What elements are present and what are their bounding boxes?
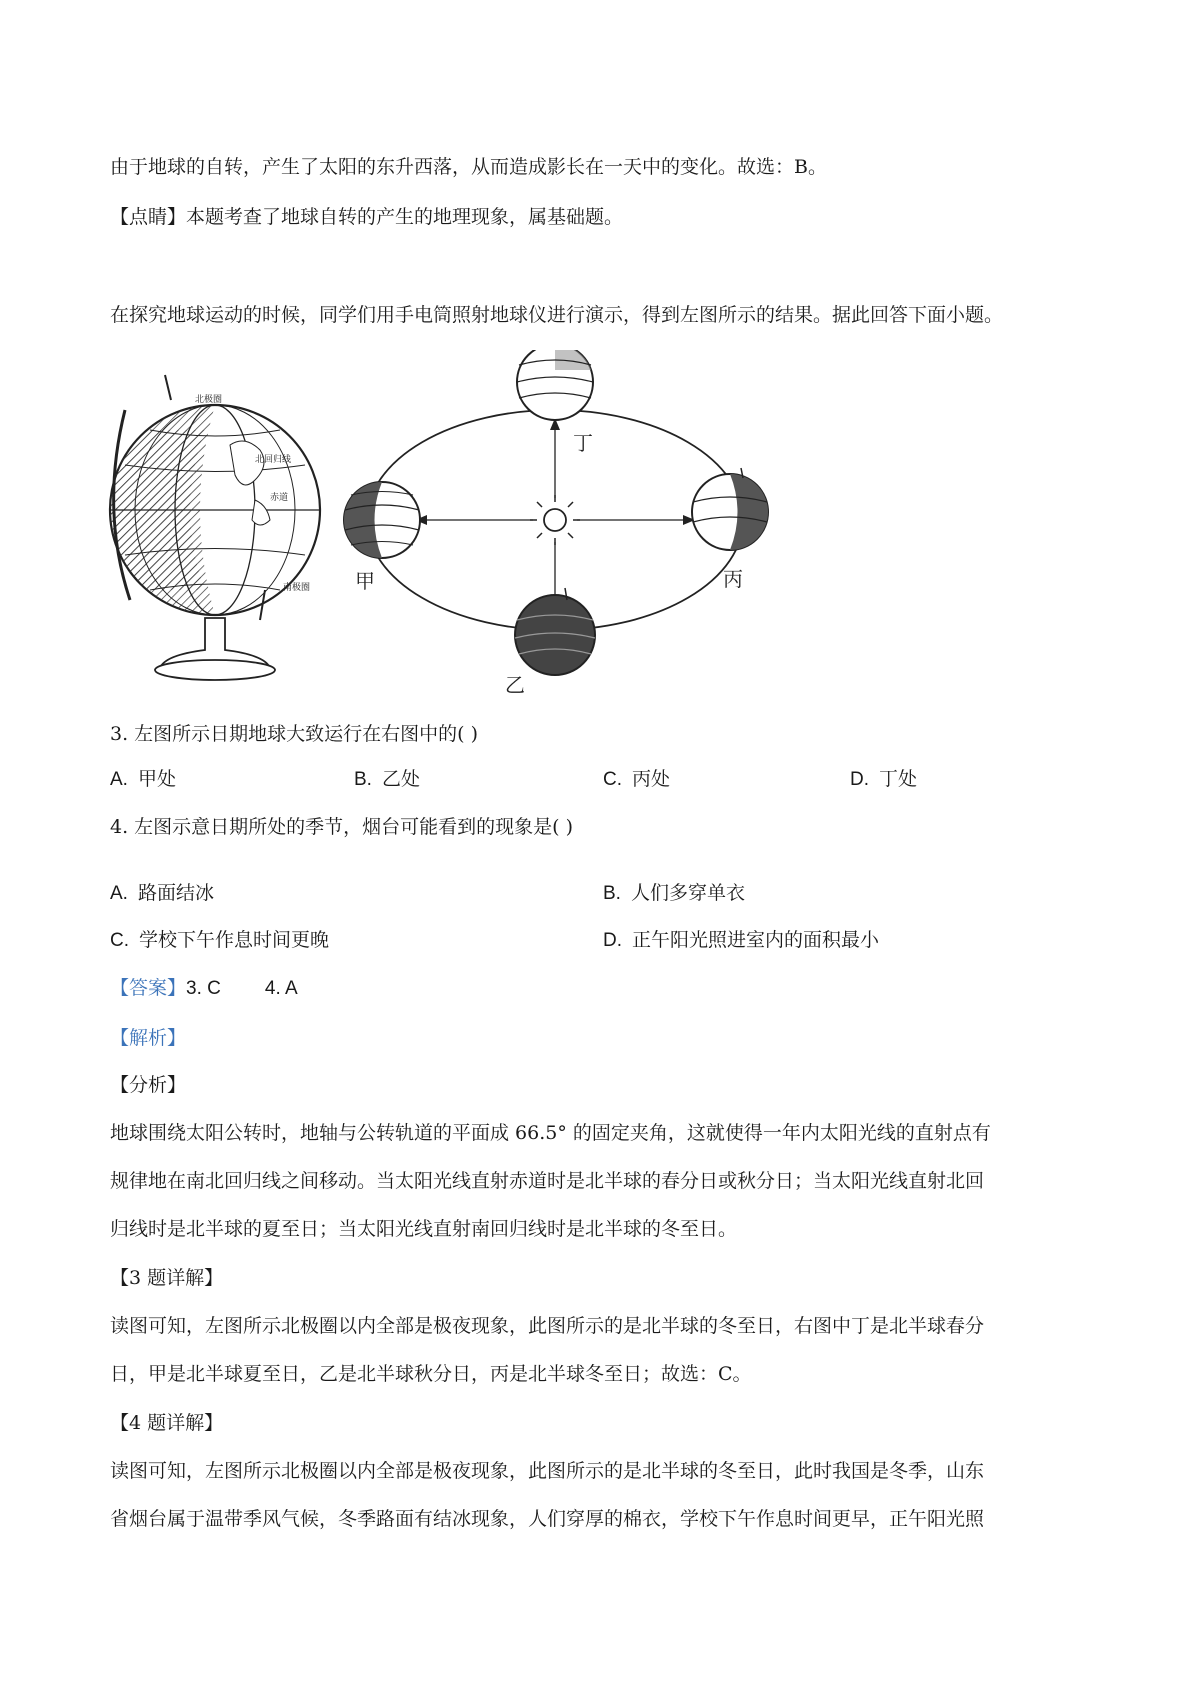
- detail4-label: 【4 题详解】: [110, 1412, 224, 1434]
- dianjing-line: 【点睛】本题考查了地球自转的产生的地理现象，属基础题。: [110, 206, 624, 228]
- q4-option-b: B. 人们多穿单衣: [603, 882, 745, 904]
- detail4-line-1: 读图可知，左图所示北极圈以内全部是极夜现象，此图所示的是北半球的冬至日，此时我国是冬季，山东: [110, 1460, 985, 1482]
- fenxi-label: 【分析】: [110, 1074, 187, 1096]
- q4-option-c: C. 学校下午作息时间更晚: [110, 929, 330, 951]
- fenxi-line-3: 归线时是北半球的夏至日；当太阳光线直射南回归线时是北半球的冬至日。: [110, 1218, 738, 1240]
- earth-motion-figure: [105, 350, 865, 710]
- q4-option-d: D. 正午阳光照进室内的面积最小: [603, 929, 880, 951]
- label-yi: 乙: [505, 673, 525, 697]
- answer-3: 3. C: [186, 978, 221, 999]
- detail3-label: 【3 题详解】: [110, 1267, 224, 1289]
- detail4-line-2: 省烟台属于温带季风气候，冬季路面有结冰现象，人们穿厚的棉衣，学校下午作息时间更早，正午阳光照: [110, 1508, 985, 1530]
- q4-option-a: A. 路面结冰: [110, 882, 214, 904]
- fenxi-line-1: 地球围绕太阳公转时，地轴与公转轨道的平面成 66.5° 的固定夹角，这就使得一年内太阳光线的直射点有: [110, 1122, 991, 1144]
- q3-option-c: C. 丙处: [603, 768, 671, 790]
- q3-option-d: D. 丁处: [850, 768, 918, 790]
- label-jia: 甲: [355, 569, 375, 593]
- sun-icon: [530, 495, 580, 545]
- intro-line-1: 由于地球的自转，产生了太阳的东升西落，从而造成影长在一天中的变化。故选：B。: [110, 156, 827, 178]
- label-ding: 丁: [573, 431, 593, 455]
- globe-illustration: [110, 375, 320, 680]
- analysis-label: 【解析】: [110, 1027, 187, 1049]
- answer-label: 【答案】: [110, 977, 187, 999]
- earth-position-jia: [344, 482, 420, 593]
- earth-position-bing: [692, 468, 768, 591]
- fenxi-line-2: 规律地在南北回归线之间移动。当太阳光线直射赤道时是北半球的春分日或秋分日；当太阳光线直射北回: [110, 1170, 985, 1192]
- question-stem: 在探究地球运动的时候，同学们用手电筒照射地球仪进行演示，得到左图所示的结果。据此回答下面小题。: [110, 304, 1004, 326]
- earth-position-yi: [505, 588, 595, 697]
- q3-option-b: B. 乙处: [354, 768, 420, 790]
- q3-option-a: A. 甲处: [110, 768, 176, 790]
- q3-stem: 3. 左图所示日期地球大致运行在右图中的( ): [110, 723, 479, 745]
- globe-label-antarctic: 南极圈: [283, 583, 311, 593]
- globe-label-tropic: 北回归线: [255, 455, 292, 465]
- detail3-line-2: 日，甲是北半球夏至日，乙是北半球秋分日，丙是北半球冬至日；故选：C。: [110, 1363, 752, 1385]
- globe-label-arctic: 北极圈: [195, 395, 223, 405]
- label-bing: 丙: [723, 567, 743, 591]
- q4-stem: 4. 左图示意日期所处的季节，烟台可能看到的现象是( ): [110, 816, 574, 838]
- answer-line: [110, 975, 298, 1002]
- answer-4: 4. A: [264, 978, 298, 999]
- globe-label-equator: 赤道: [270, 493, 289, 503]
- detail3-line-1: 读图可知，左图所示北极圈以内全部是极夜现象，此图所示的是北半球的冬至日，右图中丁是北半球春分: [110, 1315, 985, 1337]
- orbit-diagram: [344, 350, 768, 697]
